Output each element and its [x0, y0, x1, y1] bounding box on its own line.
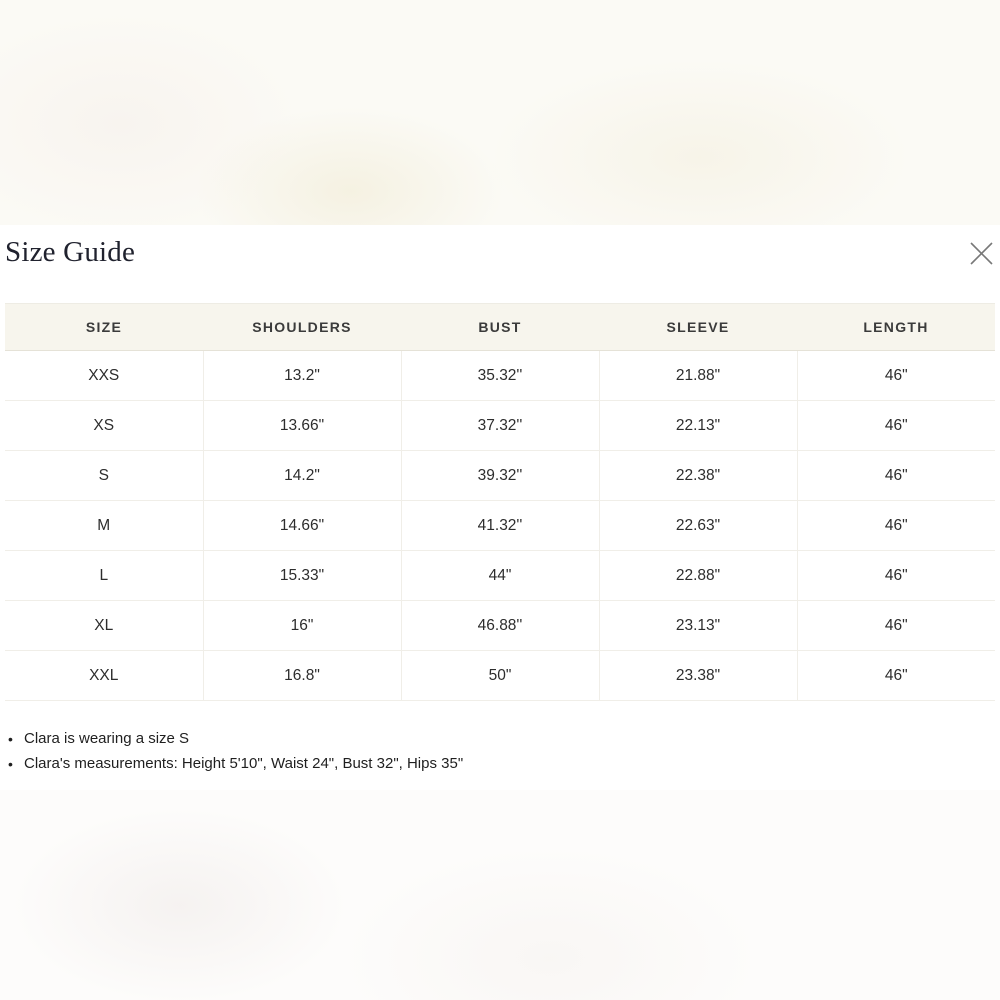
table-cell: 46": [797, 551, 995, 601]
table-cell: XL: [5, 601, 203, 651]
table-cell: 13.66": [203, 401, 401, 451]
table-cell: 22.13": [599, 401, 797, 451]
table-row: [5, 651, 995, 701]
table-cell: L: [5, 551, 203, 601]
close-icon: [968, 240, 995, 267]
table-row: [5, 551, 995, 601]
size-chart-table: [5, 303, 995, 701]
table-cell: M: [5, 501, 203, 551]
table-cell: XXS: [5, 351, 203, 401]
table-cell: 14.66": [203, 501, 401, 551]
modal-title: Size Guide: [5, 236, 136, 268]
table-cell: 13.2": [203, 351, 401, 401]
model-notes-list: [0, 727, 1000, 776]
table-row: [5, 351, 995, 401]
table-cell: 37.32'': [401, 401, 599, 451]
header-row: [5, 304, 995, 351]
size-guide-modal: [0, 225, 1000, 790]
table-cell: 35.32'': [401, 351, 599, 401]
table-cell: 46": [797, 451, 995, 501]
table-cell: 46.88'': [401, 601, 599, 651]
close-button[interactable]: [966, 238, 997, 269]
table-row: [5, 451, 995, 501]
table-cell: 46": [797, 501, 995, 551]
note-item: • Clara is wearing a size S: [0, 727, 1000, 751]
table-cell: 21.88": [599, 351, 797, 401]
table-cell: 23.13": [599, 601, 797, 651]
column-header-shoulders: SHOULDERS: [203, 304, 401, 351]
table-cell: 14.2": [203, 451, 401, 501]
table-row: [5, 401, 995, 451]
column-header-bust: BUST: [401, 304, 599, 351]
column-header-sleeve: SLEEVE: [599, 304, 797, 351]
table-cell: 50": [401, 651, 599, 701]
table-cell: 46": [797, 401, 995, 451]
table-cell: 23.38": [599, 651, 797, 701]
table-cell: 46": [797, 651, 995, 701]
table-cell: 41.32'': [401, 501, 599, 551]
table-cell: 46": [797, 351, 995, 401]
column-header-size: SIZE: [5, 304, 203, 351]
table-cell: 22.63": [599, 501, 797, 551]
table-row: [5, 601, 995, 651]
table-cell: 15.33": [203, 551, 401, 601]
table-cell: XS: [5, 401, 203, 451]
table-row: [5, 501, 995, 551]
modal-header: [0, 225, 1000, 268]
table-body: [5, 351, 995, 701]
table-cell: 16.8": [203, 651, 401, 701]
table-cell: 44": [401, 551, 599, 601]
table-cell: 16": [203, 601, 401, 651]
table-cell: 46": [797, 601, 995, 651]
note-item: • Clara's measurements: Height 5'10", Waist 24", Bust 32", Hips 35": [0, 752, 1000, 776]
page-backdrop-top: [0, 0, 1000, 225]
page-backdrop-bottom: [0, 790, 1000, 1000]
table-cell: XXL: [5, 651, 203, 701]
table-cell: 22.88": [599, 551, 797, 601]
table-cell: 22.38": [599, 451, 797, 501]
table-cell: S: [5, 451, 203, 501]
table-head: [5, 304, 995, 351]
column-header-length: LENGTH: [797, 304, 995, 351]
table-cell: 39.32'': [401, 451, 599, 501]
